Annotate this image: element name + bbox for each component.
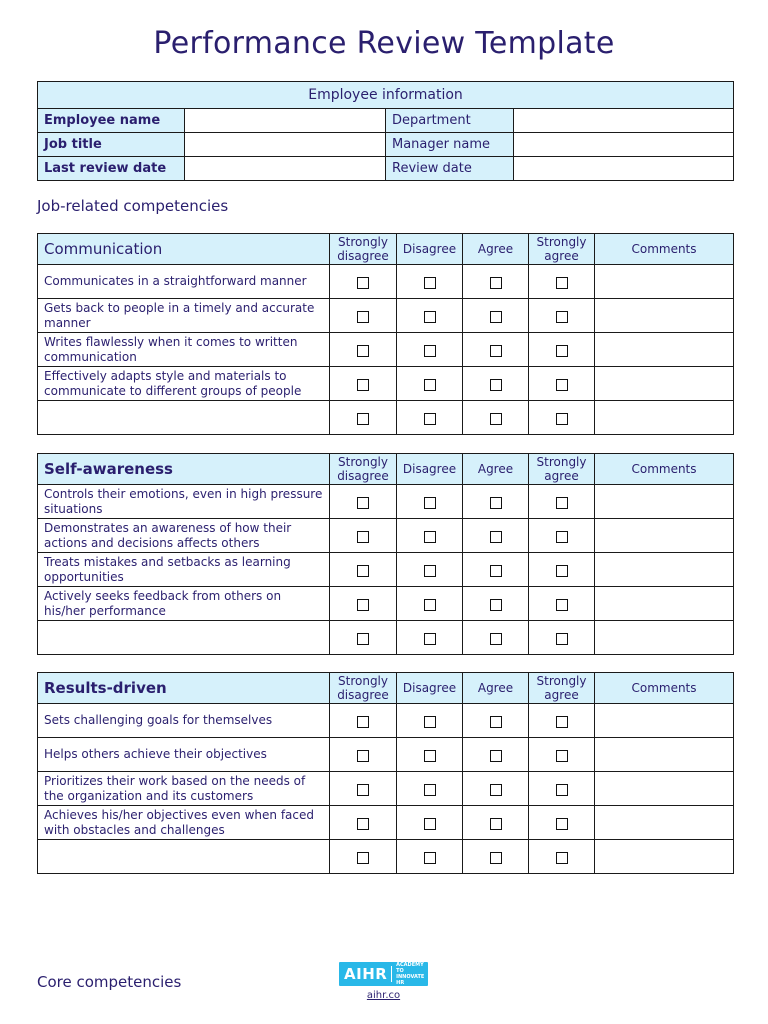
col-strongly-disagree: Strongly disagree — [330, 454, 397, 485]
checkbox-agree[interactable] — [490, 599, 502, 611]
rating-cell-strongly-agree — [529, 738, 595, 772]
rating-cell-agree — [463, 704, 529, 738]
col-strongly-agree: Strongly agree — [529, 454, 595, 485]
rating-cell-agree — [463, 485, 529, 519]
rating-cell-disagree — [397, 485, 463, 519]
competency-statement: Gets back to people in a timely and accurate manner — [38, 299, 330, 333]
rating-cell-disagree — [397, 265, 463, 299]
comments-field[interactable] — [595, 704, 734, 738]
rating-cell-strongly-agree — [529, 401, 595, 435]
checkbox-strongly-agree[interactable] — [556, 345, 568, 357]
checkbox-agree[interactable] — [490, 497, 502, 509]
rating-cell-disagree — [397, 401, 463, 435]
competency-statement: Controls their emotions, even in high pressure situations — [38, 485, 330, 519]
rating-cell-strongly-disagree — [330, 485, 397, 519]
rating-cell-agree — [463, 553, 529, 587]
checkbox-strongly-agree[interactable] — [556, 311, 568, 323]
section-title: Self-awareness — [38, 454, 330, 485]
table-row — [38, 367, 734, 401]
aihr-link[interactable]: aihr.co — [366, 990, 401, 1001]
comments-field[interactable] — [595, 367, 734, 401]
rating-cell-agree — [463, 621, 529, 655]
aihr-logo — [339, 962, 428, 986]
manager-name-field[interactable] — [514, 133, 734, 157]
checkbox-strongly-disagree[interactable] — [357, 531, 369, 543]
rating-cell-strongly-agree — [529, 587, 595, 621]
last-review-date-label: Last review date — [38, 157, 185, 181]
rating-cell-strongly-disagree — [330, 519, 397, 553]
comments-field[interactable] — [595, 621, 734, 655]
table-row — [38, 738, 734, 772]
checkbox-strongly-agree[interactable] — [556, 716, 568, 728]
checkbox-strongly-disagree[interactable] — [357, 311, 369, 323]
table-row — [38, 621, 734, 655]
competency-statement: Prioritizes their work based on the needs of the organization and its customers — [38, 772, 330, 806]
rating-cell-strongly-disagree — [330, 401, 397, 435]
competency-statement: Effectively adapts style and materials to communicate to different groups of people — [38, 367, 330, 401]
rating-cell-agree — [463, 772, 529, 806]
checkbox-disagree[interactable] — [424, 497, 436, 509]
competency-statement — [38, 840, 330, 874]
page-title: Performance Review Template — [153, 26, 615, 61]
checkbox-strongly-agree[interactable] — [556, 413, 568, 425]
checkbox-strongly-disagree[interactable] — [357, 716, 369, 728]
rating-cell-strongly-agree — [529, 553, 595, 587]
rating-cell-strongly-agree — [529, 704, 595, 738]
department-label: Department — [386, 109, 514, 133]
competency-statement: Sets challenging goals for themselves — [38, 704, 330, 738]
checkbox-strongly-agree[interactable] — [556, 633, 568, 645]
table-row — [38, 333, 734, 367]
comments-field[interactable] — [595, 738, 734, 772]
table-row — [38, 587, 734, 621]
checkbox-strongly-disagree[interactable] — [357, 784, 369, 796]
table-row — [38, 704, 734, 738]
checkbox-strongly-disagree[interactable] — [357, 750, 369, 762]
checkbox-disagree[interactable] — [424, 413, 436, 425]
table-row — [38, 519, 734, 553]
checkbox-strongly-agree[interactable] — [556, 497, 568, 509]
rating-cell-strongly-agree — [529, 840, 595, 874]
checkbox-disagree[interactable] — [424, 750, 436, 762]
comments-field[interactable] — [595, 553, 734, 587]
comments-field[interactable] — [595, 519, 734, 553]
checkbox-strongly-disagree[interactable] — [357, 497, 369, 509]
comments-field[interactable] — [595, 806, 734, 840]
rating-cell-strongly-disagree — [330, 587, 397, 621]
col-agree: Agree — [463, 454, 529, 485]
col-disagree: Disagree — [397, 454, 463, 485]
rating-cell-strongly-disagree — [330, 806, 397, 840]
rating-cell-agree — [463, 401, 529, 435]
rating-cell-disagree — [397, 587, 463, 621]
rating-cell-strongly-agree — [529, 621, 595, 655]
review-date-label: Review date — [386, 157, 514, 181]
checkbox-agree[interactable] — [490, 413, 502, 425]
checkbox-strongly-agree[interactable] — [556, 379, 568, 391]
col-comments: Comments — [595, 234, 734, 265]
col-comments: Comments — [595, 673, 734, 704]
employee-name-label: Employee name — [38, 109, 185, 133]
competency-statement: Communicates in a straightforward manner — [38, 265, 330, 299]
core-competencies-label: Core competencies — [37, 973, 182, 991]
rating-cell-agree — [463, 333, 529, 367]
table-row — [38, 265, 734, 299]
rating-cell-strongly-agree — [529, 519, 595, 553]
comments-field[interactable] — [595, 840, 734, 874]
table-row — [38, 772, 734, 806]
rating-cell-strongly-disagree — [330, 621, 397, 655]
checkbox-strongly-agree[interactable] — [556, 750, 568, 762]
rating-cell-disagree — [397, 367, 463, 401]
rating-cell-strongly-disagree — [330, 299, 397, 333]
checkbox-strongly-disagree[interactable] — [357, 852, 369, 864]
rating-cell-agree — [463, 840, 529, 874]
checkbox-disagree[interactable] — [424, 345, 436, 357]
comments-field[interactable] — [595, 265, 734, 299]
checkbox-disagree[interactable] — [424, 311, 436, 323]
checkbox-strongly-disagree[interactable] — [357, 277, 369, 289]
comments-field[interactable] — [595, 772, 734, 806]
col-agree: Agree — [463, 673, 529, 704]
rating-cell-strongly-agree — [529, 265, 595, 299]
col-disagree: Disagree — [397, 234, 463, 265]
competency-statement: Helps others achieve their objectives — [38, 738, 330, 772]
employee-info-header: Employee information — [38, 82, 734, 109]
checkbox-strongly-agree[interactable] — [556, 531, 568, 543]
checkbox-agree[interactable] — [490, 784, 502, 796]
checkbox-agree[interactable] — [490, 818, 502, 830]
department-field[interactable] — [514, 109, 734, 133]
rating-cell-disagree — [397, 704, 463, 738]
checkbox-disagree[interactable] — [424, 277, 436, 289]
rating-cell-strongly-disagree — [330, 840, 397, 874]
section-title: Communication — [38, 234, 330, 265]
checkbox-strongly-disagree[interactable] — [357, 818, 369, 830]
rating-cell-strongly-disagree — [330, 265, 397, 299]
table-row — [38, 299, 734, 333]
competency-statement — [38, 621, 330, 655]
logo-text: AIHR — [344, 965, 388, 983]
rating-cell-strongly-agree — [529, 299, 595, 333]
checkbox-strongly-disagree[interactable] — [357, 633, 369, 645]
checkbox-strongly-disagree[interactable] — [357, 379, 369, 391]
checkbox-disagree[interactable] — [424, 531, 436, 543]
rating-cell-disagree — [397, 333, 463, 367]
competency-table-communication — [37, 233, 734, 435]
checkbox-disagree[interactable] — [424, 716, 436, 728]
rating-cell-disagree — [397, 553, 463, 587]
comments-field[interactable] — [595, 587, 734, 621]
checkbox-strongly-disagree[interactable] — [357, 413, 369, 425]
competency-statement: Achieves his/her objectives even when faced with obstacles and challenges — [38, 806, 330, 840]
rating-cell-strongly-disagree — [330, 772, 397, 806]
checkbox-strongly-agree[interactable] — [556, 852, 568, 864]
checkbox-disagree[interactable] — [424, 379, 436, 391]
job-title-field[interactable] — [185, 133, 386, 157]
col-strongly-agree: Strongly agree — [529, 234, 595, 265]
checkbox-agree[interactable] — [490, 750, 502, 762]
checkbox-agree[interactable] — [490, 345, 502, 357]
manager-name-label: Manager name — [386, 133, 514, 157]
rating-cell-strongly-disagree — [330, 333, 397, 367]
rating-cell-disagree — [397, 621, 463, 655]
checkbox-strongly-disagree[interactable] — [357, 345, 369, 357]
col-disagree: Disagree — [397, 673, 463, 704]
rating-cell-disagree — [397, 840, 463, 874]
competency-statement: Demonstrates an awareness of how their actions and decisions affects others — [38, 519, 330, 553]
rating-cell-disagree — [397, 772, 463, 806]
rating-cell-agree — [463, 519, 529, 553]
checkbox-agree[interactable] — [490, 277, 502, 289]
rating-cell-disagree — [397, 299, 463, 333]
table-row — [38, 485, 734, 519]
table-row — [38, 401, 734, 435]
checkbox-agree[interactable] — [490, 311, 502, 323]
col-strongly-disagree: Strongly disagree — [330, 673, 397, 704]
competency-statement: Treats mistakes and setbacks as learning opportunities — [38, 553, 330, 587]
competency-statement: Writes flawlessly when it comes to written communication — [38, 333, 330, 367]
rating-cell-strongly-agree — [529, 367, 595, 401]
rating-cell-disagree — [397, 738, 463, 772]
comments-field[interactable] — [595, 485, 734, 519]
competency-statement — [38, 401, 330, 435]
section-title: Results-driven — [38, 673, 330, 704]
checkbox-strongly-disagree[interactable] — [357, 565, 369, 577]
checkbox-strongly-agree[interactable] — [556, 565, 568, 577]
competency-table-results-driven — [37, 672, 734, 874]
last-review-date-field[interactable] — [185, 157, 386, 181]
rating-cell-agree — [463, 738, 529, 772]
rating-cell-strongly-disagree — [330, 553, 397, 587]
table-row — [38, 806, 734, 840]
checkbox-strongly-agree[interactable] — [556, 818, 568, 830]
col-strongly-agree: Strongly agree — [529, 673, 595, 704]
competency-table-self-awareness — [37, 453, 734, 655]
checkbox-strongly-agree[interactable] — [556, 784, 568, 796]
checkbox-strongly-disagree[interactable] — [357, 599, 369, 611]
employee-name-field[interactable] — [185, 109, 386, 133]
checkbox-disagree[interactable] — [424, 633, 436, 645]
checkbox-disagree[interactable] — [424, 852, 436, 864]
checkbox-agree[interactable] — [490, 565, 502, 577]
employee-info-table — [37, 81, 734, 181]
checkbox-agree[interactable] — [490, 379, 502, 391]
rating-cell-agree — [463, 265, 529, 299]
checkbox-strongly-agree[interactable] — [556, 277, 568, 289]
logo-tagline: ACADEMY TO INNOVATE HR — [396, 962, 425, 986]
rating-cell-strongly-disagree — [330, 738, 397, 772]
checkbox-agree[interactable] — [490, 633, 502, 645]
comments-field[interactable] — [595, 299, 734, 333]
competency-statement: Actively seeks feedback from others on his/her performance — [38, 587, 330, 621]
job-related-competencies-label: Job-related competencies — [37, 197, 229, 215]
rating-cell-strongly-agree — [529, 333, 595, 367]
col-strongly-disagree: Strongly disagree — [330, 234, 397, 265]
rating-cell-strongly-agree — [529, 485, 595, 519]
checkbox-disagree[interactable] — [424, 784, 436, 796]
job-title-label: Job title — [38, 133, 185, 157]
col-comments: Comments — [595, 454, 734, 485]
comments-field[interactable] — [595, 333, 734, 367]
checkbox-agree[interactable] — [490, 531, 502, 543]
rating-cell-agree — [463, 587, 529, 621]
col-agree: Agree — [463, 234, 529, 265]
table-row — [38, 840, 734, 874]
rating-cell-agree — [463, 367, 529, 401]
review-date-field[interactable] — [514, 157, 734, 181]
checkbox-disagree[interactable] — [424, 599, 436, 611]
rating-cell-strongly-agree — [529, 772, 595, 806]
rating-cell-agree — [463, 806, 529, 840]
checkbox-disagree[interactable] — [424, 565, 436, 577]
table-row — [38, 553, 734, 587]
checkbox-disagree[interactable] — [424, 818, 436, 830]
comments-field[interactable] — [595, 401, 734, 435]
checkbox-agree[interactable] — [490, 852, 502, 864]
rating-cell-strongly-disagree — [330, 367, 397, 401]
rating-cell-strongly-agree — [529, 806, 595, 840]
rating-cell-disagree — [397, 519, 463, 553]
rating-cell-disagree — [397, 806, 463, 840]
rating-cell-strongly-disagree — [330, 704, 397, 738]
rating-cell-agree — [463, 299, 529, 333]
checkbox-strongly-agree[interactable] — [556, 599, 568, 611]
checkbox-agree[interactable] — [490, 716, 502, 728]
